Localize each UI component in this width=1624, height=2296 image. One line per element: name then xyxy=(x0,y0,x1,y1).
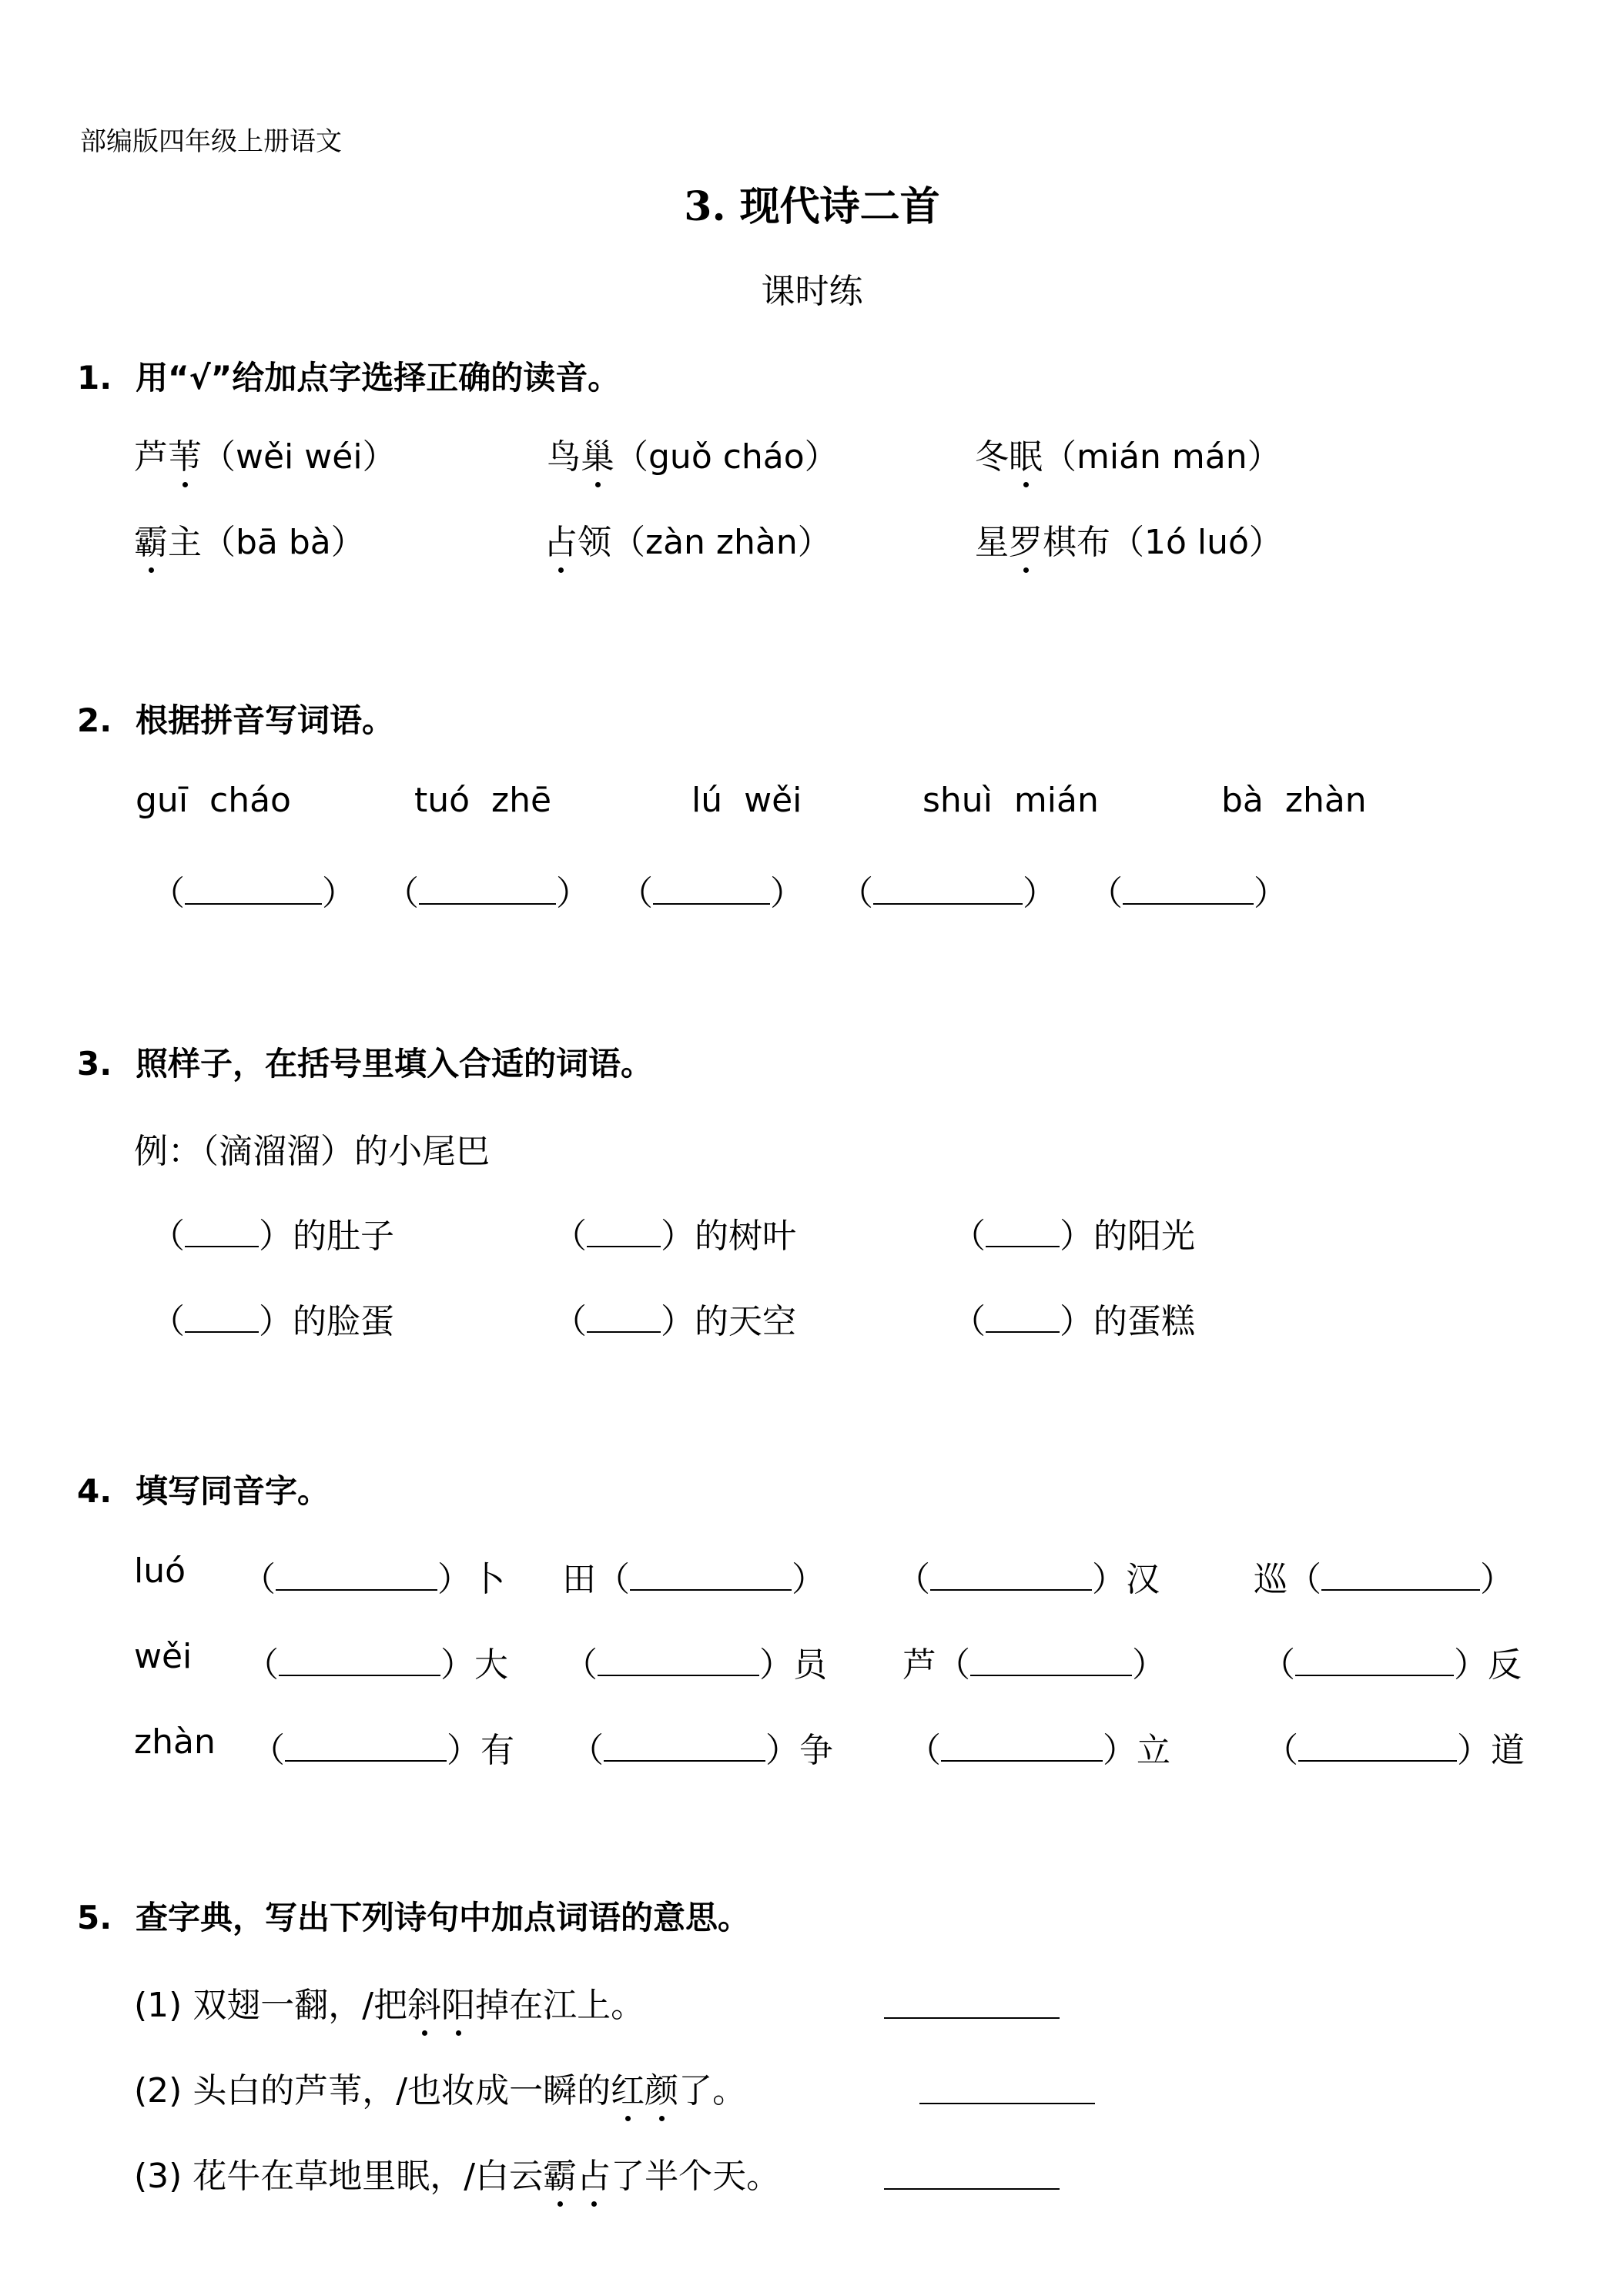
dotted-char: 霸 xyxy=(543,2148,577,2197)
q3-item xyxy=(553,1208,796,1257)
q5-item xyxy=(134,2063,746,2112)
q2-answer-box xyxy=(1089,865,1287,915)
q4-cell xyxy=(251,1722,514,1772)
open-paren: （ xyxy=(570,1731,604,1770)
close-paren: ） xyxy=(792,1560,825,1599)
q5-item-text: 掉在江上。 xyxy=(475,1986,645,2025)
answer-blank[interactable] xyxy=(653,875,770,905)
q3-item xyxy=(151,1208,394,1257)
q1-options: （mián mán） xyxy=(1043,437,1281,477)
open-paren: （ xyxy=(596,1560,630,1599)
open-paren: （ xyxy=(564,1645,598,1685)
close-paren: ） xyxy=(1454,1645,1488,1685)
open-paren: （ xyxy=(245,1645,279,1685)
dotted-char: 罗 xyxy=(1009,514,1043,564)
q4-cell xyxy=(902,1637,1166,1686)
q3-item-text: 的肚子 xyxy=(293,1217,394,1256)
answer-line[interactable] xyxy=(884,2017,1060,2019)
q4-cell xyxy=(1264,1722,1525,1772)
close-paren: ） xyxy=(322,874,356,913)
open-paren: （ xyxy=(553,1217,587,1256)
question-1-title xyxy=(77,353,620,399)
q1-item-text: 冬 xyxy=(975,437,1009,477)
answer-blank[interactable] xyxy=(185,875,322,905)
q3-item xyxy=(952,1208,1195,1257)
dotted-word xyxy=(543,2157,611,2196)
dotted-char: 红 xyxy=(611,2063,645,2112)
q1-item xyxy=(134,429,397,478)
q5-item-text: (3) 花牛在草地里眠，/白云 xyxy=(134,2157,544,2196)
q1-options: （bā bà） xyxy=(202,523,365,562)
q1-item-text: 领 xyxy=(578,523,611,562)
q2-pinyin: bà zhàn xyxy=(1221,781,1367,820)
q4-post-char: 大 xyxy=(474,1645,508,1685)
q1-item-text: 主 xyxy=(168,523,202,562)
dotted-char: 巢 xyxy=(581,429,614,478)
q4-cell xyxy=(896,1551,1160,1601)
answer-line[interactable] xyxy=(919,2103,1095,2104)
q5-item-text: (1) 双翅一翻，/把 xyxy=(134,1986,408,2025)
q3-item-text: 的脸蛋 xyxy=(293,1302,394,1341)
q4-cell xyxy=(1254,1551,1514,1601)
open-paren: （ xyxy=(385,874,419,913)
open-paren: （ xyxy=(242,1560,276,1599)
question-3-title xyxy=(77,1039,653,1085)
q1-options: （guǒ cháo） xyxy=(614,437,839,477)
q4-post-char: 反 xyxy=(1488,1645,1522,1685)
close-paren: ） xyxy=(1480,1560,1514,1599)
question-number: 3. xyxy=(77,1045,112,1083)
dotted-char: 颜 xyxy=(645,2063,678,2112)
q1-item xyxy=(134,514,365,564)
q4-pre-char: 芦 xyxy=(902,1645,936,1685)
close-paren: ） xyxy=(437,1560,471,1599)
close-paren: ） xyxy=(661,1217,695,1256)
q4-cell xyxy=(907,1722,1170,1772)
q3-item-text: 的阳光 xyxy=(1093,1217,1195,1256)
q2-answer-box xyxy=(839,865,1056,915)
close-paren: ） xyxy=(1060,1302,1093,1341)
answer-blank[interactable] xyxy=(419,875,556,905)
question-4-title xyxy=(77,1466,330,1512)
q1-item xyxy=(975,429,1281,478)
open-paren: （ xyxy=(619,874,653,913)
answer-blank[interactable] xyxy=(970,1647,1132,1676)
q1-item xyxy=(975,514,1283,564)
question-text: 查字典，写出下列诗句中加点词语的意思。 xyxy=(136,1899,751,1936)
answer-blank[interactable] xyxy=(1295,1647,1454,1676)
close-paren: ） xyxy=(1060,1217,1093,1256)
dotted-char: 苇 xyxy=(168,429,202,478)
open-paren: （ xyxy=(1287,1560,1321,1599)
question-number: 1. xyxy=(77,359,112,397)
q2-pinyin: shuì mián xyxy=(922,781,1099,820)
open-paren: （ xyxy=(251,1731,285,1770)
open-paren: （ xyxy=(151,1217,185,1256)
question-5-title xyxy=(77,1893,750,1939)
q4-pre-char: 巡 xyxy=(1254,1560,1287,1599)
answer-blank[interactable] xyxy=(185,1218,259,1247)
answer-blank[interactable] xyxy=(986,1304,1060,1333)
open-paren: （ xyxy=(151,1302,185,1341)
answer-blank[interactable] xyxy=(276,1561,437,1591)
question-number: 5. xyxy=(77,1899,112,1936)
close-paren: ） xyxy=(447,1731,481,1770)
open-paren: （ xyxy=(952,1217,986,1256)
answer-blank[interactable] xyxy=(941,1732,1103,1762)
dotted-char: 眠 xyxy=(1009,429,1043,478)
q4-cell xyxy=(562,1551,825,1601)
dotted-char: 霸 xyxy=(134,514,168,564)
q4-pinyin: zhàn xyxy=(134,1722,216,1762)
q1-options: （zàn zhàn） xyxy=(611,523,832,562)
q5-item-text: (2) 头白的芦苇，/也妆成一瞬的 xyxy=(134,2071,611,2110)
close-paren: ） xyxy=(1132,1645,1166,1685)
q3-item-text: 的蛋糕 xyxy=(1093,1302,1195,1341)
q4-pinyin: luó xyxy=(134,1551,186,1591)
close-paren: ） xyxy=(759,1645,793,1685)
answer-blank[interactable] xyxy=(986,1218,1060,1247)
q4-post-char: 有 xyxy=(481,1731,514,1770)
q2-answer-box xyxy=(151,865,356,915)
q4-cell xyxy=(1261,1637,1522,1686)
q3-item xyxy=(151,1294,394,1343)
answer-blank[interactable] xyxy=(1298,1732,1457,1762)
page-subtitle: 课时练 xyxy=(761,272,863,311)
close-paren: ） xyxy=(440,1645,474,1685)
question-text: 填写同音字。 xyxy=(136,1472,330,1510)
open-paren: （ xyxy=(896,1560,930,1599)
q1-options: （wěi wéi） xyxy=(202,437,397,477)
q2-pinyin: lú wěi xyxy=(691,781,802,820)
page-title: 3. 现代诗二首 xyxy=(684,183,940,230)
q1-item-text: 棋布 xyxy=(1043,523,1110,562)
question-text: 用“√”给加点字选择正确的读音。 xyxy=(136,359,621,397)
q1-item-text: 芦 xyxy=(134,437,168,477)
answer-blank[interactable] xyxy=(185,1304,259,1333)
answer-blank[interactable] xyxy=(873,875,1023,905)
close-paren: ） xyxy=(259,1217,293,1256)
q3-item xyxy=(952,1294,1195,1343)
open-paren: （ xyxy=(936,1645,970,1685)
q4-post-char: 卜 xyxy=(471,1560,505,1599)
q4-cell xyxy=(570,1722,833,1772)
q3-item-text: 的树叶 xyxy=(695,1217,796,1256)
answer-blank[interactable] xyxy=(1321,1561,1480,1591)
question-text: 照样子，在括号里填入合适的词语。 xyxy=(136,1045,654,1083)
dotted-char: 占 xyxy=(544,514,578,564)
q3-item xyxy=(553,1294,796,1343)
open-paren: （ xyxy=(952,1302,986,1341)
open-paren: （ xyxy=(1089,874,1123,913)
question-2-title xyxy=(77,695,394,741)
q2-answer-box xyxy=(619,865,804,915)
open-paren: （ xyxy=(1261,1645,1295,1685)
close-paren: ） xyxy=(1254,874,1287,913)
dotted-word xyxy=(407,1986,475,2025)
q4-cell xyxy=(564,1637,827,1686)
close-paren: ） xyxy=(765,1731,799,1770)
question-number: 2. xyxy=(77,701,112,739)
dotted-char: 阳 xyxy=(441,1977,475,2027)
answer-blank[interactable] xyxy=(598,1647,759,1676)
q5-item-text: 了半个天。 xyxy=(611,2157,781,2196)
answer-blank[interactable] xyxy=(285,1732,447,1762)
close-paren: ） xyxy=(556,874,590,913)
question-number: 4. xyxy=(77,1472,112,1510)
q4-post-char: 汉 xyxy=(1126,1560,1160,1599)
q4-cell xyxy=(245,1637,508,1686)
open-paren: （ xyxy=(1264,1731,1298,1770)
close-paren: ） xyxy=(1023,874,1056,913)
q5-item xyxy=(134,2148,780,2197)
close-paren: ） xyxy=(1103,1731,1137,1770)
q1-item xyxy=(544,514,832,564)
q4-post-char: 员 xyxy=(793,1645,827,1685)
close-paren: ） xyxy=(259,1302,293,1341)
q3-item-text: 的天空 xyxy=(695,1302,796,1341)
q4-pre-char: 田 xyxy=(562,1560,596,1599)
q5-item xyxy=(134,1977,645,2027)
q1-item-text: 鸟 xyxy=(547,437,581,477)
q4-cell xyxy=(242,1551,505,1601)
open-paren: （ xyxy=(553,1302,587,1341)
answer-blank[interactable] xyxy=(587,1304,661,1333)
question-text: 根据拼音写词语。 xyxy=(136,701,395,739)
close-paren: ） xyxy=(1457,1731,1491,1770)
q4-post-char: 道 xyxy=(1491,1731,1525,1770)
open-paren: （ xyxy=(907,1731,941,1770)
answer-line[interactable] xyxy=(884,2188,1060,2190)
q4-pinyin: wěi xyxy=(134,1637,193,1676)
answer-blank[interactable] xyxy=(604,1732,765,1762)
close-paren: ） xyxy=(770,874,804,913)
open-paren: （ xyxy=(151,874,185,913)
close-paren: ） xyxy=(661,1302,695,1341)
answer-blank[interactable] xyxy=(587,1218,661,1247)
q4-post-char: 立 xyxy=(1137,1731,1170,1770)
dotted-char: 占 xyxy=(577,2148,611,2197)
q1-item xyxy=(547,429,839,478)
q1-options: （1ó luó） xyxy=(1110,523,1283,562)
open-paren: （ xyxy=(839,874,873,913)
q3-example: 例：（滴溜溜）的小尾巴 xyxy=(134,1132,490,1171)
q2-answer-box xyxy=(385,865,590,915)
answer-blank[interactable] xyxy=(930,1561,1092,1591)
page-header: 部编版四年级上册语文 xyxy=(80,126,342,157)
close-paren: ） xyxy=(1092,1560,1126,1599)
answer-blank[interactable] xyxy=(279,1647,440,1676)
q2-pinyin: guī cháo xyxy=(136,781,291,820)
q1-item-text: 星 xyxy=(975,523,1009,562)
dotted-char: 斜 xyxy=(407,1977,441,2027)
dotted-word xyxy=(611,2071,678,2110)
q4-post-char: 争 xyxy=(799,1731,833,1770)
answer-blank[interactable] xyxy=(1123,875,1254,905)
q2-pinyin: tuó zhē xyxy=(414,781,552,820)
answer-blank[interactable] xyxy=(630,1561,792,1591)
q5-item-text: 了。 xyxy=(678,2071,747,2110)
